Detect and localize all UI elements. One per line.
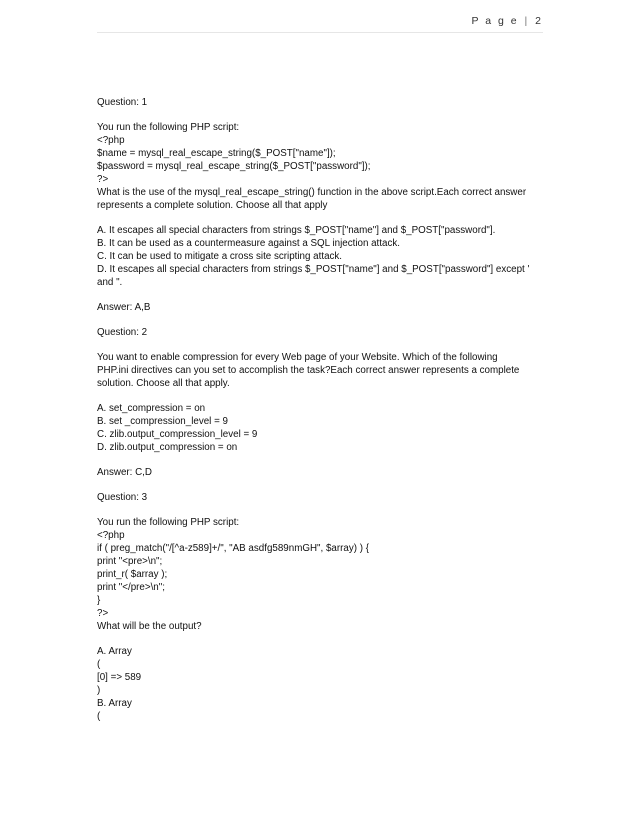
answer-option: C. It can be used to mitigate a cross site scripting attack.	[97, 251, 343, 262]
answer-option: A. It escapes all special characters from strings $_POST["name"] and $_POST["password"].	[97, 225, 496, 236]
question-title: Question: 1	[97, 97, 148, 108]
question-text-line: solution. Choose all that apply.	[97, 378, 230, 389]
code-line: <?php	[97, 135, 125, 146]
code-line: $name = mysql_real_escape_string($_POST["name"]);	[97, 148, 336, 159]
answer-key: Answer: C,D	[97, 467, 152, 478]
question-text-line: PHP.ini directives can you set to accomplish the task?Each correct answer represents a complete	[97, 365, 520, 376]
code-line: print "<pre>\n";	[97, 556, 163, 567]
page-separator: |	[524, 15, 530, 27]
code-line: if ( preg_match("/[^a-z589]+/", "AB asdfg589nmGH", $array) ) {	[97, 543, 369, 554]
answer-option: B. It can be used as a countermeasure against a SQL injection attack.	[97, 238, 400, 249]
question-text-line: You run the following PHP script:	[97, 122, 240, 133]
answer-option: B. set _compression_level = 9	[97, 416, 228, 427]
question-text-line: represents a complete solution. Choose all that apply	[97, 200, 328, 211]
code-line: }	[97, 595, 101, 606]
page-label: P a g e	[471, 15, 519, 27]
question-title: Question: 2	[97, 327, 148, 338]
answer-option: and ".	[97, 277, 123, 288]
answer-option: B. Array	[97, 698, 132, 709]
question-text-line: You want to enable compression for every Web page of your Website. Which of the following	[97, 352, 498, 363]
answer-option: )	[97, 685, 101, 696]
page-number: 2	[535, 15, 543, 27]
answer-key: Answer: A,B	[97, 302, 151, 313]
answer-option: D. It escapes all special characters from strings $_POST["name"] and $_POST["password"] except '	[97, 264, 530, 275]
code-line: print "</pre>\n";	[97, 582, 165, 593]
answer-option: C. zlib.output_compression_level = 9	[97, 429, 258, 440]
question-text-line: You run the following PHP script:	[97, 517, 240, 528]
page-header	[97, 10, 543, 33]
code-line: <?php	[97, 530, 125, 541]
answer-option: [0] => 589	[97, 672, 142, 683]
document-body	[97, 96, 545, 723]
answer-option: (	[97, 711, 101, 722]
answer-option: D. zlib.output_compression = on	[97, 442, 238, 453]
answer-option: A. set_compression = on	[97, 403, 206, 414]
code-line: $password = mysql_real_escape_string($_POST["password"]);	[97, 161, 371, 172]
question-text-line: What is the use of the mysql_real_escape_string() function in the above script.Each correct answer	[97, 187, 527, 198]
answer-option: (	[97, 659, 101, 670]
code-line: print_r( $array );	[97, 569, 168, 580]
question-title: Question: 3	[97, 492, 148, 503]
question-text-line: What will be the output?	[97, 621, 202, 632]
code-line: ?>	[97, 608, 109, 619]
code-line: ?>	[97, 174, 109, 185]
answer-option: A. Array	[97, 646, 132, 657]
